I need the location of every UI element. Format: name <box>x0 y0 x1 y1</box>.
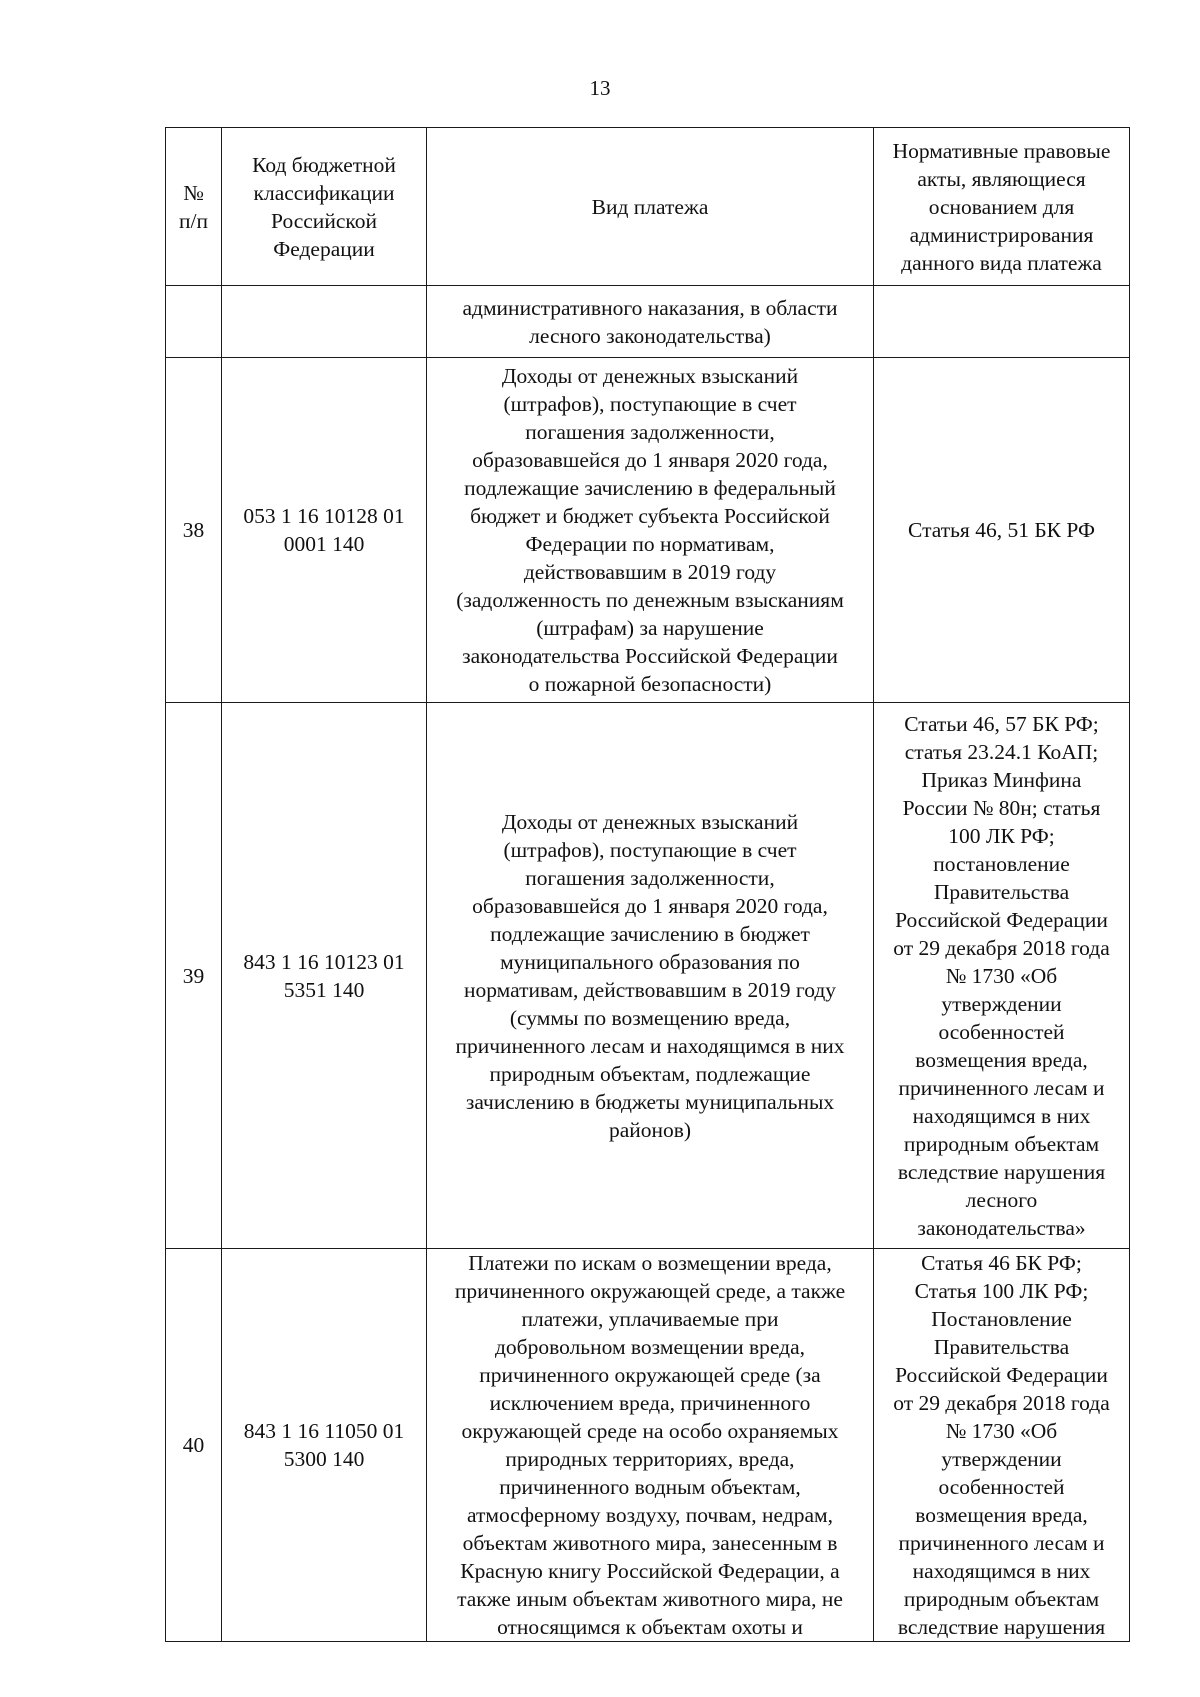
cell-line: платежи, уплачиваемые при <box>521 1307 779 1331</box>
cell-line: возмещения вреда, <box>915 1047 1088 1072</box>
cell-line: подлежащие зачислению в бюджет <box>490 921 810 946</box>
row-num <box>166 286 222 358</box>
header-code <box>222 128 427 286</box>
cell-line: причиненного лесам и <box>898 1531 1105 1555</box>
cell-line: действовавшим в 2019 году <box>523 560 777 584</box>
cell-line: природным объектам <box>903 1131 1100 1156</box>
cell-line: погашения задолженности, <box>525 865 775 890</box>
cell-line: административного наказания, в области <box>462 295 838 320</box>
cell-line: природным объектам, подлежащие <box>489 1061 811 1086</box>
cell-line: законодательства Российской Федерации <box>462 644 838 668</box>
row-legal-acts <box>874 358 1130 703</box>
cell-line: возмещения вреда, <box>915 1503 1088 1527</box>
cell-line: Доходы от денежных взысканий <box>501 809 799 834</box>
cell-line: находящимся в них <box>912 1559 1091 1583</box>
cell-line: зачислению в бюджеты муниципальных <box>465 1089 835 1114</box>
cell-line: бюджет и бюджет субъекта Российской <box>470 504 830 528</box>
cell-line: окружающей среде на особо охраняемых <box>461 1419 839 1443</box>
header-num <box>166 128 222 286</box>
table-header-row <box>166 128 1130 286</box>
cell-line: лесного <box>965 1187 1038 1212</box>
table-row <box>166 703 1130 1249</box>
cell-line: Российской <box>271 208 377 233</box>
cell-line: основанием для <box>928 194 1075 219</box>
cell-line: 5300 140 <box>283 1447 365 1471</box>
cell-line: Платежи по искам о возмещении вреда, <box>468 1251 832 1275</box>
cell-line: классификации <box>253 180 395 205</box>
cell-line: 843 1 16 11050 01 <box>243 1419 405 1443</box>
cell-line: Приказ Минфина <box>921 767 1082 792</box>
table-row <box>166 358 1130 703</box>
cell-line: атмосферному воздуху, почвам, недрам, <box>467 1503 833 1527</box>
cell-line: о пожарной безопасности) <box>528 672 772 696</box>
row-payment-type <box>427 286 874 358</box>
cell-line: Постановление <box>931 1307 1072 1331</box>
row-code <box>222 1249 427 1642</box>
table-row <box>166 286 1130 358</box>
budget-classification-table <box>165 127 1130 1642</box>
row-code <box>222 703 427 1249</box>
cell-line: утверждении <box>941 1447 1062 1471</box>
cell-line: районов) <box>608 1117 692 1142</box>
cell-line: особенностей <box>938 1475 1065 1499</box>
cell-line: № 1730 «Об <box>945 963 1058 988</box>
cell-line: муниципального образования по <box>500 949 800 974</box>
row-legal-acts <box>874 286 1130 358</box>
row-legal-acts <box>874 1249 1130 1642</box>
cell-line: (суммы по возмещению вреда, <box>509 1005 791 1030</box>
cell-line: Федерации <box>273 236 375 261</box>
cell-line: законодательства» <box>917 1215 1086 1240</box>
cell-line: причиненного водным объектам, <box>499 1475 801 1499</box>
cell-line: причиненного лесам и <box>898 1075 1105 1100</box>
table-row <box>166 1249 1130 1642</box>
cell-line: 100 ЛК РФ; <box>948 823 1055 848</box>
cell-line: Статья 100 ЛК РФ; <box>914 1279 1089 1303</box>
cell-line: лесного законодательства) <box>529 323 771 348</box>
cell-line: данного вида платежа <box>901 250 1102 275</box>
row-legal-acts <box>874 703 1130 1249</box>
page-number: 13 <box>589 76 611 100</box>
cell-line: России № 80н; статья <box>902 795 1101 820</box>
cell-line: Правительства <box>933 879 1070 904</box>
cell-line: причиненного окружающей среде, а также <box>454 1279 846 1303</box>
cell-line: образовавшейся до 1 января 2020 года, <box>472 448 828 472</box>
cell-line: причиненного лесам и находящимся в них <box>455 1033 845 1058</box>
cell-line: (штрафов), поступающие в счет <box>503 392 797 416</box>
cell-line: Статья 46, 51 БК РФ <box>908 518 1095 542</box>
cell-line: 053 1 16 10128 01 <box>243 504 405 528</box>
cell-line: 5351 140 <box>283 977 365 1002</box>
cell-line: постановление <box>933 851 1070 876</box>
cell-line: Нормативные правовые <box>892 138 1111 163</box>
cell-line: Доходы от денежных взысканий <box>501 364 799 388</box>
row-code <box>222 358 427 703</box>
cell-line: вследствие нарушения <box>897 1159 1106 1184</box>
cell-line: добровольном возмещении вреда, <box>494 1335 806 1359</box>
cell-line: находящимся в них <box>912 1103 1091 1128</box>
cell-line: объектам животного мира, занесенным в <box>462 1531 838 1555</box>
cell-line: Правительства <box>933 1335 1070 1359</box>
cell-line: нормативам, действовавшим в 2019 году <box>463 977 837 1002</box>
cell-line: (штрафов), поступающие в счет <box>503 837 797 862</box>
row-num: 39 <box>166 703 222 1249</box>
cell-line: Код бюджетной <box>252 152 396 177</box>
cell-line: вследствие нарушения <box>897 1615 1106 1639</box>
cell-line: администрирования <box>909 222 1094 247</box>
cell-line: исключением вреда, причиненного <box>489 1391 811 1415</box>
cell-line: также иным объектам животного мира, не <box>457 1587 843 1611</box>
cell-line: от 29 декабря 2018 года <box>893 935 1110 960</box>
cell-line: Российской Федерации <box>895 907 1108 932</box>
cell-line: Российской Федерации <box>895 1363 1108 1387</box>
cell-line: особенностей <box>938 1019 1065 1044</box>
cell-line: Статья 46 БК РФ; <box>921 1251 1082 1275</box>
cell-line: 843 1 16 10123 01 <box>243 949 405 974</box>
row-code <box>222 286 427 358</box>
cell-line: природным объектам <box>903 1587 1100 1611</box>
cell-line: подлежащие зачислению в федеральный <box>464 476 836 500</box>
cell-line: (штрафам) за нарушение <box>536 616 764 640</box>
cell-line: Статьи 46, 57 БК РФ; <box>904 711 1099 736</box>
cell-line: п/п <box>179 208 208 233</box>
cell-line: Красную книгу Российской Федерации, а <box>460 1559 840 1583</box>
cell-line: (задолженность по денежным взысканиям <box>456 588 844 612</box>
cell-line: относящимся к объектам охоты и <box>497 1615 803 1639</box>
cell-line: Вид платежа <box>591 194 709 219</box>
header-payment-type <box>427 128 874 286</box>
cell-line: причиненного окружающей среде (за <box>479 1363 821 1387</box>
cell-line: Федерации по нормативам, <box>525 532 775 556</box>
row-num: 38 <box>166 358 222 703</box>
row-payment-type <box>427 358 874 703</box>
row-num: 40 <box>166 1249 222 1642</box>
cell-line: природных территориях, вреда, <box>505 1447 795 1471</box>
cell-line: образовавшейся до 1 января 2020 года, <box>472 893 828 918</box>
cell-line: погашения задолженности, <box>525 420 775 444</box>
cell-line: № <box>183 180 204 205</box>
cell-line: от 29 декабря 2018 года <box>893 1391 1110 1415</box>
cell-line: статья 23.24.1 КоАП; <box>904 739 1099 764</box>
header-legal-acts <box>874 128 1130 286</box>
cell-line: акты, являющиеся <box>917 166 1086 191</box>
row-payment-type <box>427 703 874 1249</box>
cell-line: № 1730 «Об <box>945 1419 1058 1443</box>
cell-line: 0001 140 <box>283 532 365 556</box>
cell-line: утверждении <box>941 991 1062 1016</box>
row-payment-type <box>427 1249 874 1642</box>
